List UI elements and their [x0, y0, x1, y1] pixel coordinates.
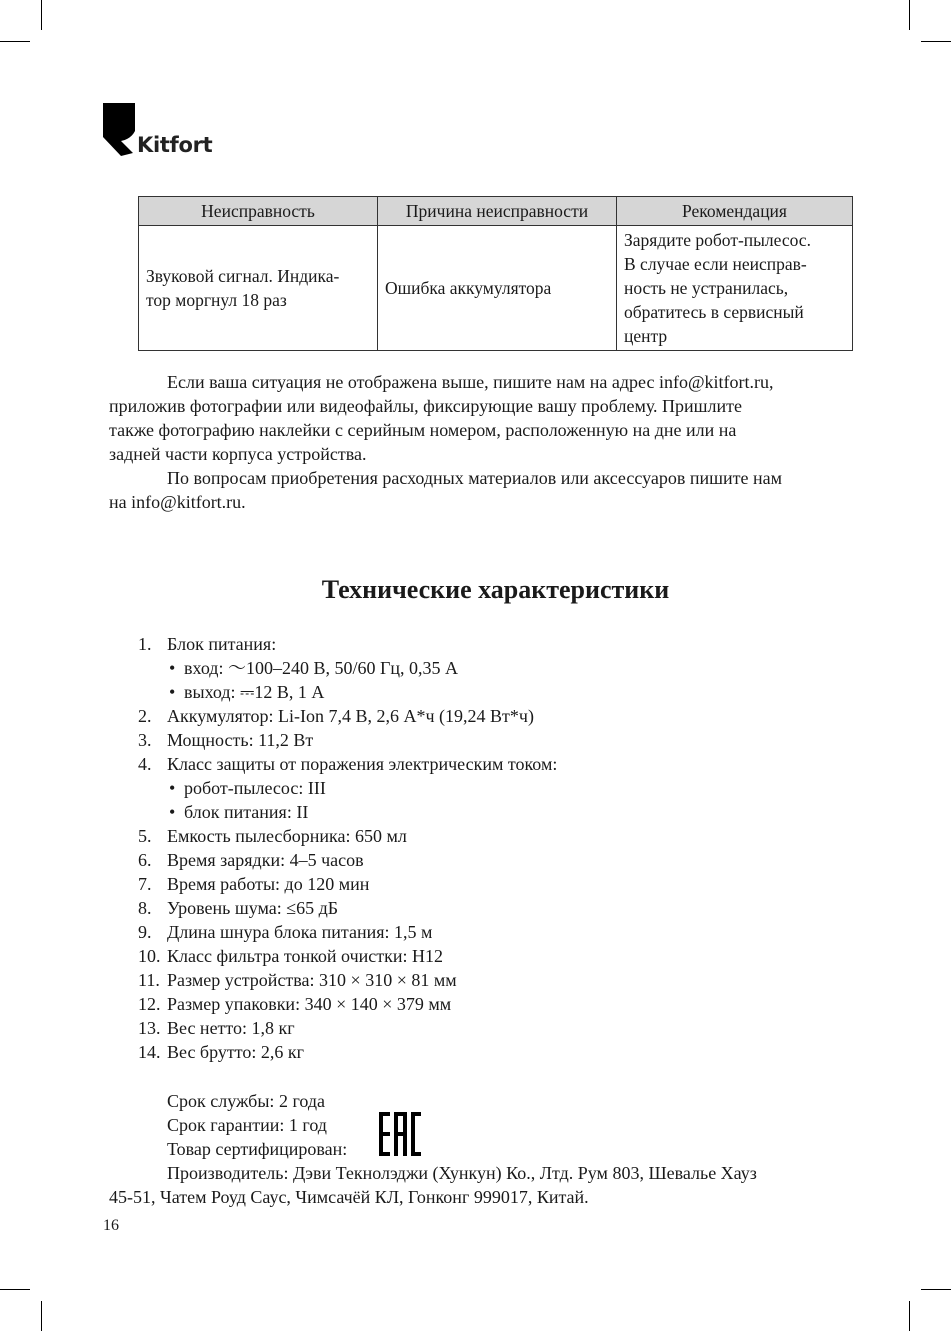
- list-item: 4. Класс защиты от поражения электрическим током: • робот-пылесос: III • блок питания: II: [138, 754, 558, 822]
- list-item: 10. Класс фильтра тонкой очистки: H12: [138, 946, 444, 966]
- section-title: Технические характеристики: [321, 575, 670, 604]
- crop-mark: [921, 1289, 951, 1290]
- crop-mark: [921, 41, 951, 42]
- warranty-period: Срок гарантии: 1 год: [167, 1115, 327, 1135]
- certification-label: Товар сертифицирован:: [167, 1139, 348, 1159]
- list-item: 14. Вес брутто: 2,6 кг: [138, 1042, 304, 1062]
- list-item: 2. Аккумулятор: Li-Ion 7,4 В, 2,6 А*ч (19,24 Вт*ч): [138, 706, 534, 726]
- crop-mark: [0, 41, 30, 42]
- list-item: 6. Время зарядки: 4–5 часов: [138, 850, 364, 870]
- list-item: 5. Емкость пылесборника: 650 мл: [138, 826, 407, 846]
- list-subitem: • выход: ⎓12 В, 1 А: [169, 682, 325, 702]
- header-fault: Неисправность: [139, 197, 378, 226]
- list-subitem: • вход: ～100–240 В, 50/60 Гц, 0,35 А: [169, 658, 458, 678]
- list-item: 7. Время работы: до 120 мин: [138, 874, 370, 894]
- manufacturer-info: Производитель: Дэви Текнолэджи (Хункун) Ко., Лтд. Рум 803, Шевалье Хауз 45-51, Чатем Роуд Саус, Чимсачёй КЛ, Гонконг 999017, Китай.: [109, 1163, 757, 1207]
- eac-certification-icon: [379, 1112, 421, 1156]
- specs-list: [138, 632, 557, 1064]
- crop-mark: [41, 0, 42, 30]
- crop-mark: [41, 1301, 42, 1331]
- list-subitem: • робот-пылесос: III: [169, 778, 326, 798]
- fault-table: [138, 196, 853, 351]
- header-recommendation: Рекомендация: [617, 197, 853, 226]
- logo-text: Kitfort: [137, 133, 213, 157]
- contact-paragraph: Если ваша ситуация не отображена выше, пишите нам на адрес info@kitfort.ru, приложив фотографии или видеофайлы, фиксирующие вашу проблему. Пришлите также фотографию наклейки с серийным номером, расположенную на дне или на задней части корпуса устройства.: [109, 372, 774, 464]
- header-cause: Причина неисправности: [378, 197, 617, 226]
- list-item: 11. Размер устройства: 310 × 310 × 81 мм: [138, 970, 457, 990]
- fault-cell: Звуковой сигнал. Индика- тор моргнул 18 раз: [139, 226, 378, 351]
- crop-mark: [0, 1289, 30, 1290]
- service-info: [167, 1089, 347, 1161]
- table-header-row: [139, 197, 853, 226]
- recommendation-cell: Зарядите робот-пылесос. В случае если неисправ- ность не устранилась, обратитесь в сервисный центр: [617, 226, 853, 351]
- list-item: 9. Длина шнура блока питания: 1,5 м: [138, 922, 433, 942]
- service-life: Срок службы: 2 года: [167, 1091, 326, 1111]
- crop-mark: [909, 0, 910, 30]
- list-item: 8. Уровень шума: ≤65 дБ: [138, 898, 339, 918]
- list-item: 3. Мощность: 11,2 Вт: [138, 730, 314, 750]
- table-row: [139, 226, 853, 351]
- list-item: 13. Вес нетто: 1,8 кг: [138, 1018, 295, 1038]
- list-subitem: • блок питания: II: [169, 802, 309, 822]
- crop-mark: [909, 1301, 910, 1331]
- accessories-paragraph: По вопросам приобретения расходных материалов или аксессуаров пишите нам на info@kitfort.ru.: [109, 468, 782, 512]
- page-number: 16: [103, 1217, 119, 1234]
- list-item: 12. Размер упаковки: 340 × 140 × 379 мм: [138, 994, 452, 1014]
- list-item: 1. Блок питания: • вход: ～100–240 В, 50/60 Гц, 0,35 А • выход: ⎓12 В, 1 А: [138, 632, 557, 704]
- cause-cell: Ошибка аккумулятора: [378, 226, 617, 351]
